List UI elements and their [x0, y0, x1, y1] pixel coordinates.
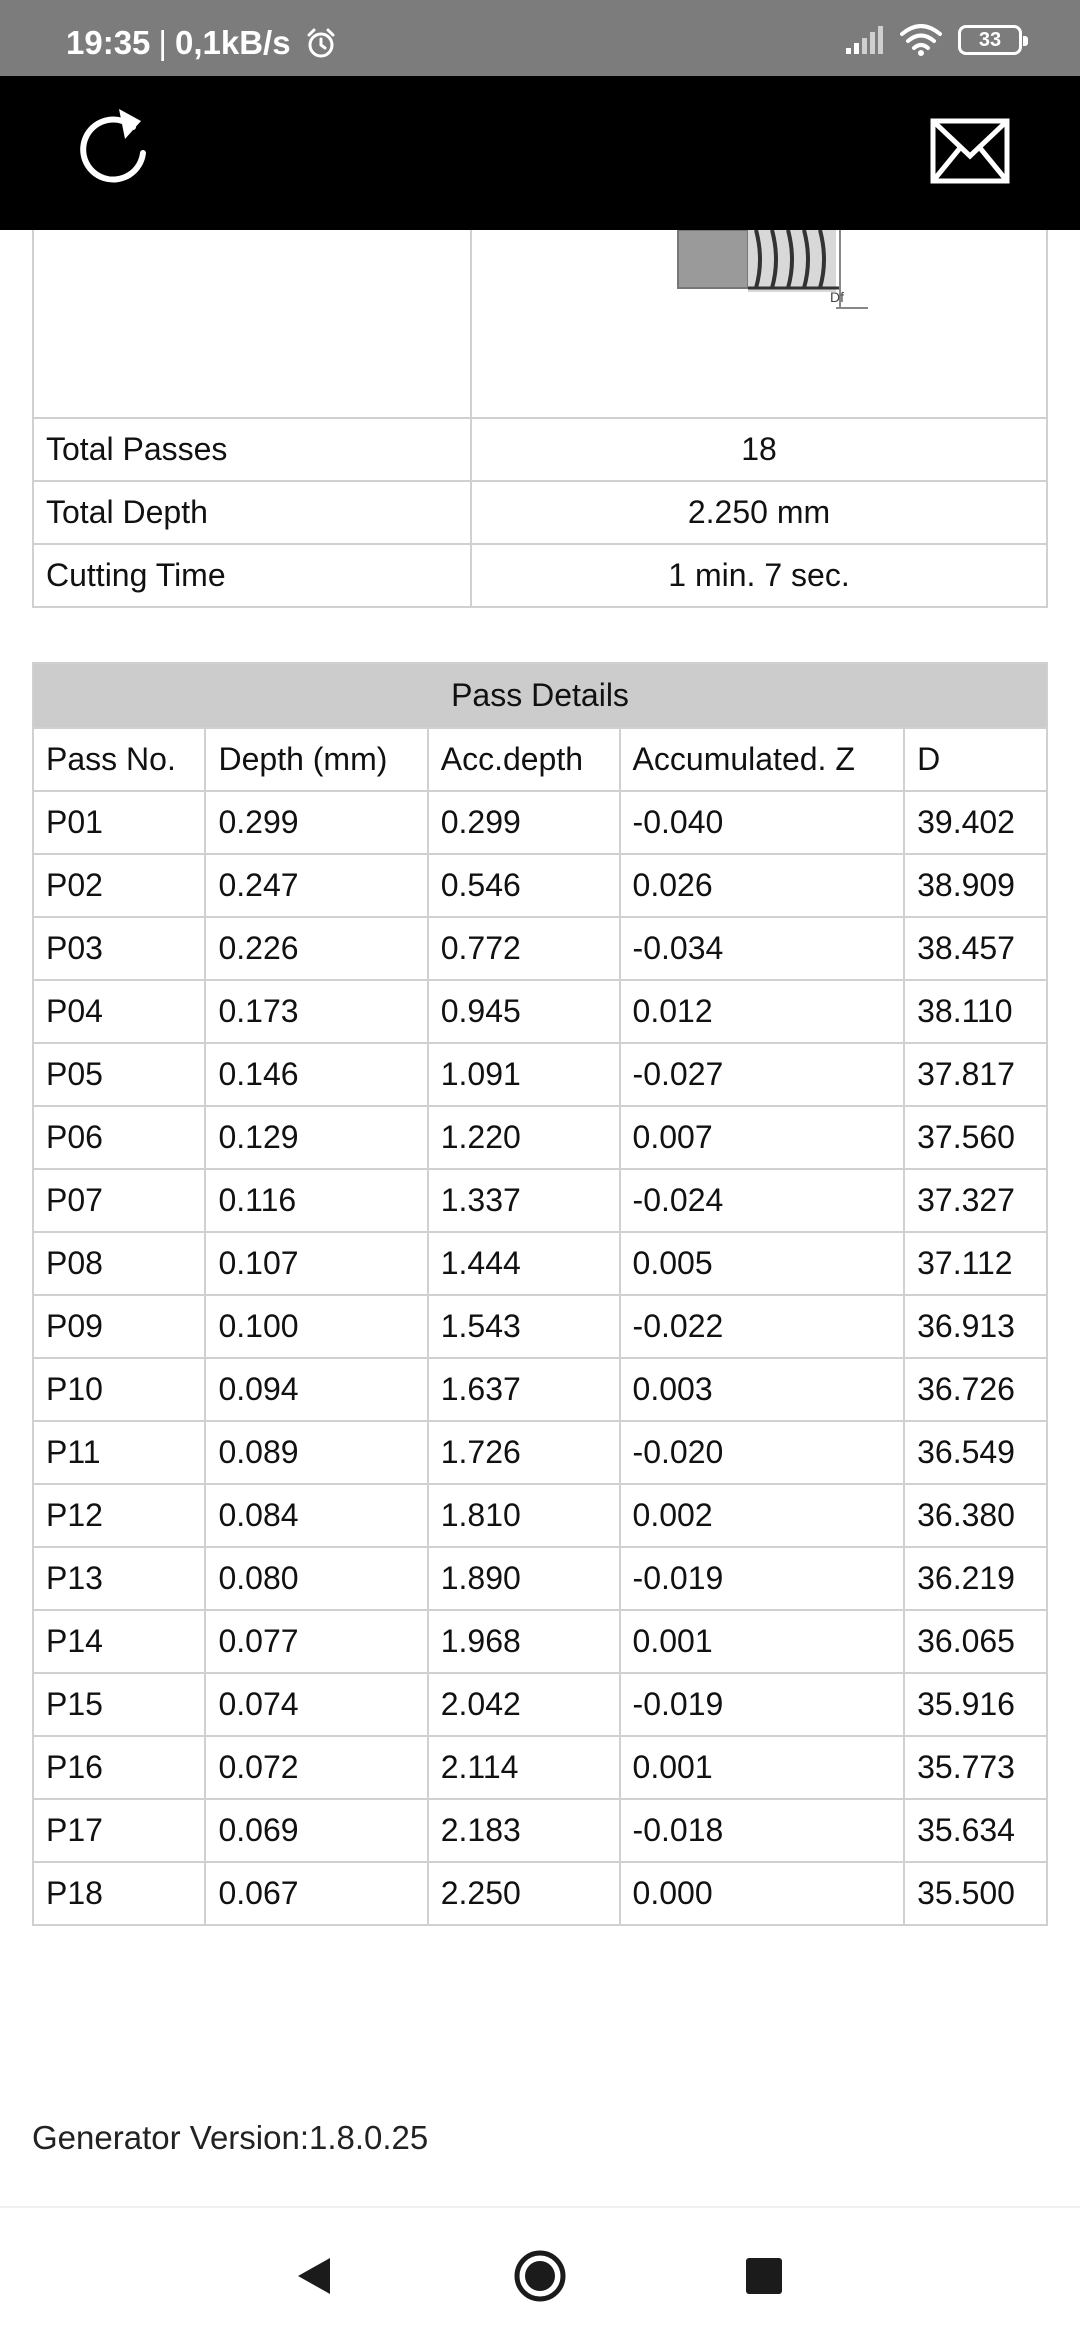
pass-cell: 0.072	[205, 1736, 427, 1799]
pass-cell: 1.890	[428, 1547, 620, 1610]
pass-cell: P03	[33, 917, 205, 980]
pass-row	[33, 1736, 1047, 1799]
pass-cell: 1.810	[428, 1484, 620, 1547]
pass-cell: 37.112	[904, 1232, 1047, 1295]
pass-cell: 0.007	[620, 1106, 905, 1169]
pass-row	[33, 1610, 1047, 1673]
column-header: Depth (mm)	[205, 728, 427, 791]
pass-cell: P06	[33, 1106, 205, 1169]
pass-cell: 1.726	[428, 1421, 620, 1484]
pass-row	[33, 1862, 1047, 1925]
nav-bar	[0, 2206, 1080, 2342]
summary-value: 18	[471, 418, 1047, 481]
pass-cell: 0.005	[620, 1232, 905, 1295]
pass-cell: 0.002	[620, 1484, 905, 1547]
pass-cell: P02	[33, 854, 205, 917]
refresh-icon	[75, 105, 155, 191]
df-label: Df	[830, 289, 844, 305]
pass-row	[33, 1043, 1047, 1106]
pass-cell: 1.337	[428, 1169, 620, 1232]
pass-cell: -0.027	[620, 1043, 905, 1106]
pass-cell: P11	[33, 1421, 205, 1484]
pass-details-body	[33, 791, 1047, 1925]
pass-cell: 0.080	[205, 1547, 427, 1610]
signal-icon	[844, 26, 884, 54]
pass-row	[33, 1673, 1047, 1736]
pass-row	[33, 791, 1047, 854]
pass-cell: 1.637	[428, 1358, 620, 1421]
summary-value: 1 min. 7 sec.	[471, 544, 1047, 607]
pass-row	[33, 1295, 1047, 1358]
recents-icon[interactable]	[746, 2258, 782, 2294]
status-time: 19:35	[66, 24, 151, 61]
battery-icon	[958, 25, 1022, 55]
image-row	[33, 230, 1047, 418]
pass-cell: 0.299	[205, 791, 427, 854]
pass-row	[33, 1106, 1047, 1169]
image-row-left	[33, 230, 471, 418]
pass-cell: 36.549	[904, 1421, 1047, 1484]
pass-cell: P09	[33, 1295, 205, 1358]
pass-cell: 1.220	[428, 1106, 620, 1169]
pass-cell: -0.020	[620, 1421, 905, 1484]
pass-cell: 35.500	[904, 1862, 1047, 1925]
battery-level: 33	[978, 28, 1002, 51]
pass-cell: 37.560	[904, 1106, 1047, 1169]
pass-cell: 2.114	[428, 1736, 620, 1799]
pass-cell: 0.226	[205, 917, 427, 980]
column-header: Pass No.	[33, 728, 205, 791]
pass-cell: 0.001	[620, 1736, 905, 1799]
pass-cell: P14	[33, 1610, 205, 1673]
pass-cell: -0.022	[620, 1295, 905, 1358]
pass-cell: 39.402	[904, 791, 1047, 854]
pass-cell: P15	[33, 1673, 205, 1736]
pass-cell: 35.916	[904, 1673, 1047, 1736]
pass-cell: 0.173	[205, 980, 427, 1043]
status-left	[66, 26, 337, 59]
pass-cell: 38.457	[904, 917, 1047, 980]
pass-row	[33, 1169, 1047, 1232]
summary-label: Total Passes	[33, 418, 471, 481]
back-icon[interactable]	[296, 2256, 332, 2296]
pass-cell: 0.067	[205, 1862, 427, 1925]
pass-cell: 0.299	[428, 791, 620, 854]
pass-cell: 2.183	[428, 1799, 620, 1862]
pass-cell: 36.380	[904, 1484, 1047, 1547]
pass-cell: 38.110	[904, 980, 1047, 1043]
pass-cell: P16	[33, 1736, 205, 1799]
pass-cell: 1.968	[428, 1610, 620, 1673]
pass-row	[33, 1358, 1047, 1421]
pass-cell: P18	[33, 1862, 205, 1925]
pass-cell: 0.247	[205, 854, 427, 917]
status-right	[844, 24, 1022, 56]
summary-row	[33, 544, 1047, 607]
pass-cell: 37.817	[904, 1043, 1047, 1106]
app-bar	[0, 76, 1080, 230]
pass-cell: P13	[33, 1547, 205, 1610]
wifi-icon	[900, 24, 942, 56]
pass-cell: 0.026	[620, 854, 905, 917]
pass-cell: 0.129	[205, 1106, 427, 1169]
pass-cell: 0.012	[620, 980, 905, 1043]
pass-cell: P17	[33, 1799, 205, 1862]
pass-cell: 38.909	[904, 854, 1047, 917]
pass-cell: 1.444	[428, 1232, 620, 1295]
summary-value: 2.250 mm	[471, 481, 1047, 544]
pass-cell: -0.018	[620, 1799, 905, 1862]
pass-details-caption-row	[33, 663, 1047, 728]
pass-cell: 0.069	[205, 1799, 427, 1862]
mail-icon[interactable]	[930, 118, 1010, 184]
pass-cell: 36.726	[904, 1358, 1047, 1421]
pass-cell: -0.019	[620, 1547, 905, 1610]
pass-cell: 36.913	[904, 1295, 1047, 1358]
pass-cell: 0.945	[428, 980, 620, 1043]
pass-cell: 0.074	[205, 1673, 427, 1736]
pass-cell: 2.250	[428, 1862, 620, 1925]
summary-label: Cutting Time	[33, 544, 471, 607]
summary-row	[33, 418, 1047, 481]
pass-details-table	[32, 662, 1048, 1926]
pass-cell: P10	[33, 1358, 205, 1421]
summary-row	[33, 481, 1047, 544]
pass-row	[33, 917, 1047, 980]
summary-label: Total Depth	[33, 481, 471, 544]
pass-row	[33, 1799, 1047, 1862]
pass-row	[33, 1421, 1047, 1484]
pass-cell: 36.065	[904, 1610, 1047, 1673]
pass-cell: P01	[33, 791, 205, 854]
pass-cell: 0.089	[205, 1421, 427, 1484]
pass-cell: 2.042	[428, 1673, 620, 1736]
pass-cell: P04	[33, 980, 205, 1043]
status-separator: |	[158, 24, 167, 61]
refresh-button[interactable]	[72, 105, 158, 191]
pass-cell: 35.773	[904, 1736, 1047, 1799]
network-speed: 0,1kB/s	[174, 24, 291, 61]
pass-details-title: Pass Details	[33, 663, 1047, 728]
alarm-icon	[305, 27, 337, 59]
column-header: Accumulated. Z	[620, 728, 905, 791]
pass-row	[33, 980, 1047, 1043]
summary-table	[32, 230, 1048, 608]
pass-cell: P08	[33, 1232, 205, 1295]
column-header: D	[904, 728, 1047, 791]
generator-version: Generator Version:1.8.0.25	[32, 2119, 429, 2156]
column-header: Acc.depth	[428, 728, 620, 791]
home-icon[interactable]	[514, 2250, 566, 2302]
pass-cell: 0.100	[205, 1295, 427, 1358]
pass-cell: 0.546	[428, 854, 620, 917]
pass-row	[33, 1547, 1047, 1610]
pass-cell: 0.146	[205, 1043, 427, 1106]
pass-cell: 0.116	[205, 1169, 427, 1232]
pass-cell: 0.003	[620, 1358, 905, 1421]
pass-cell: 0.094	[205, 1358, 427, 1421]
pass-details-header-row	[33, 728, 1047, 791]
pass-row	[33, 1232, 1047, 1295]
pass-cell: 35.634	[904, 1799, 1047, 1862]
pass-cell: 0.000	[620, 1862, 905, 1925]
pass-row	[33, 1484, 1047, 1547]
pass-cell: P12	[33, 1484, 205, 1547]
pass-cell: P05	[33, 1043, 205, 1106]
status-bar	[0, 0, 1080, 76]
pass-cell: 0.772	[428, 917, 620, 980]
thread-diagram-image	[672, 230, 868, 320]
pass-cell: 36.219	[904, 1547, 1047, 1610]
pass-cell: -0.034	[620, 917, 905, 980]
pass-cell: -0.040	[620, 791, 905, 854]
pass-cell: 37.327	[904, 1169, 1047, 1232]
pass-cell: 0.001	[620, 1610, 905, 1673]
pass-cell: 0.084	[205, 1484, 427, 1547]
pass-cell: -0.019	[620, 1673, 905, 1736]
pass-cell: 0.107	[205, 1232, 427, 1295]
pass-cell: -0.024	[620, 1169, 905, 1232]
pass-row	[33, 854, 1047, 917]
pass-cell: 1.543	[428, 1295, 620, 1358]
pass-cell: 0.077	[205, 1610, 427, 1673]
thread-diagram-cell	[471, 230, 1047, 418]
pass-cell: P07	[33, 1169, 205, 1232]
pass-cell: 1.091	[428, 1043, 620, 1106]
